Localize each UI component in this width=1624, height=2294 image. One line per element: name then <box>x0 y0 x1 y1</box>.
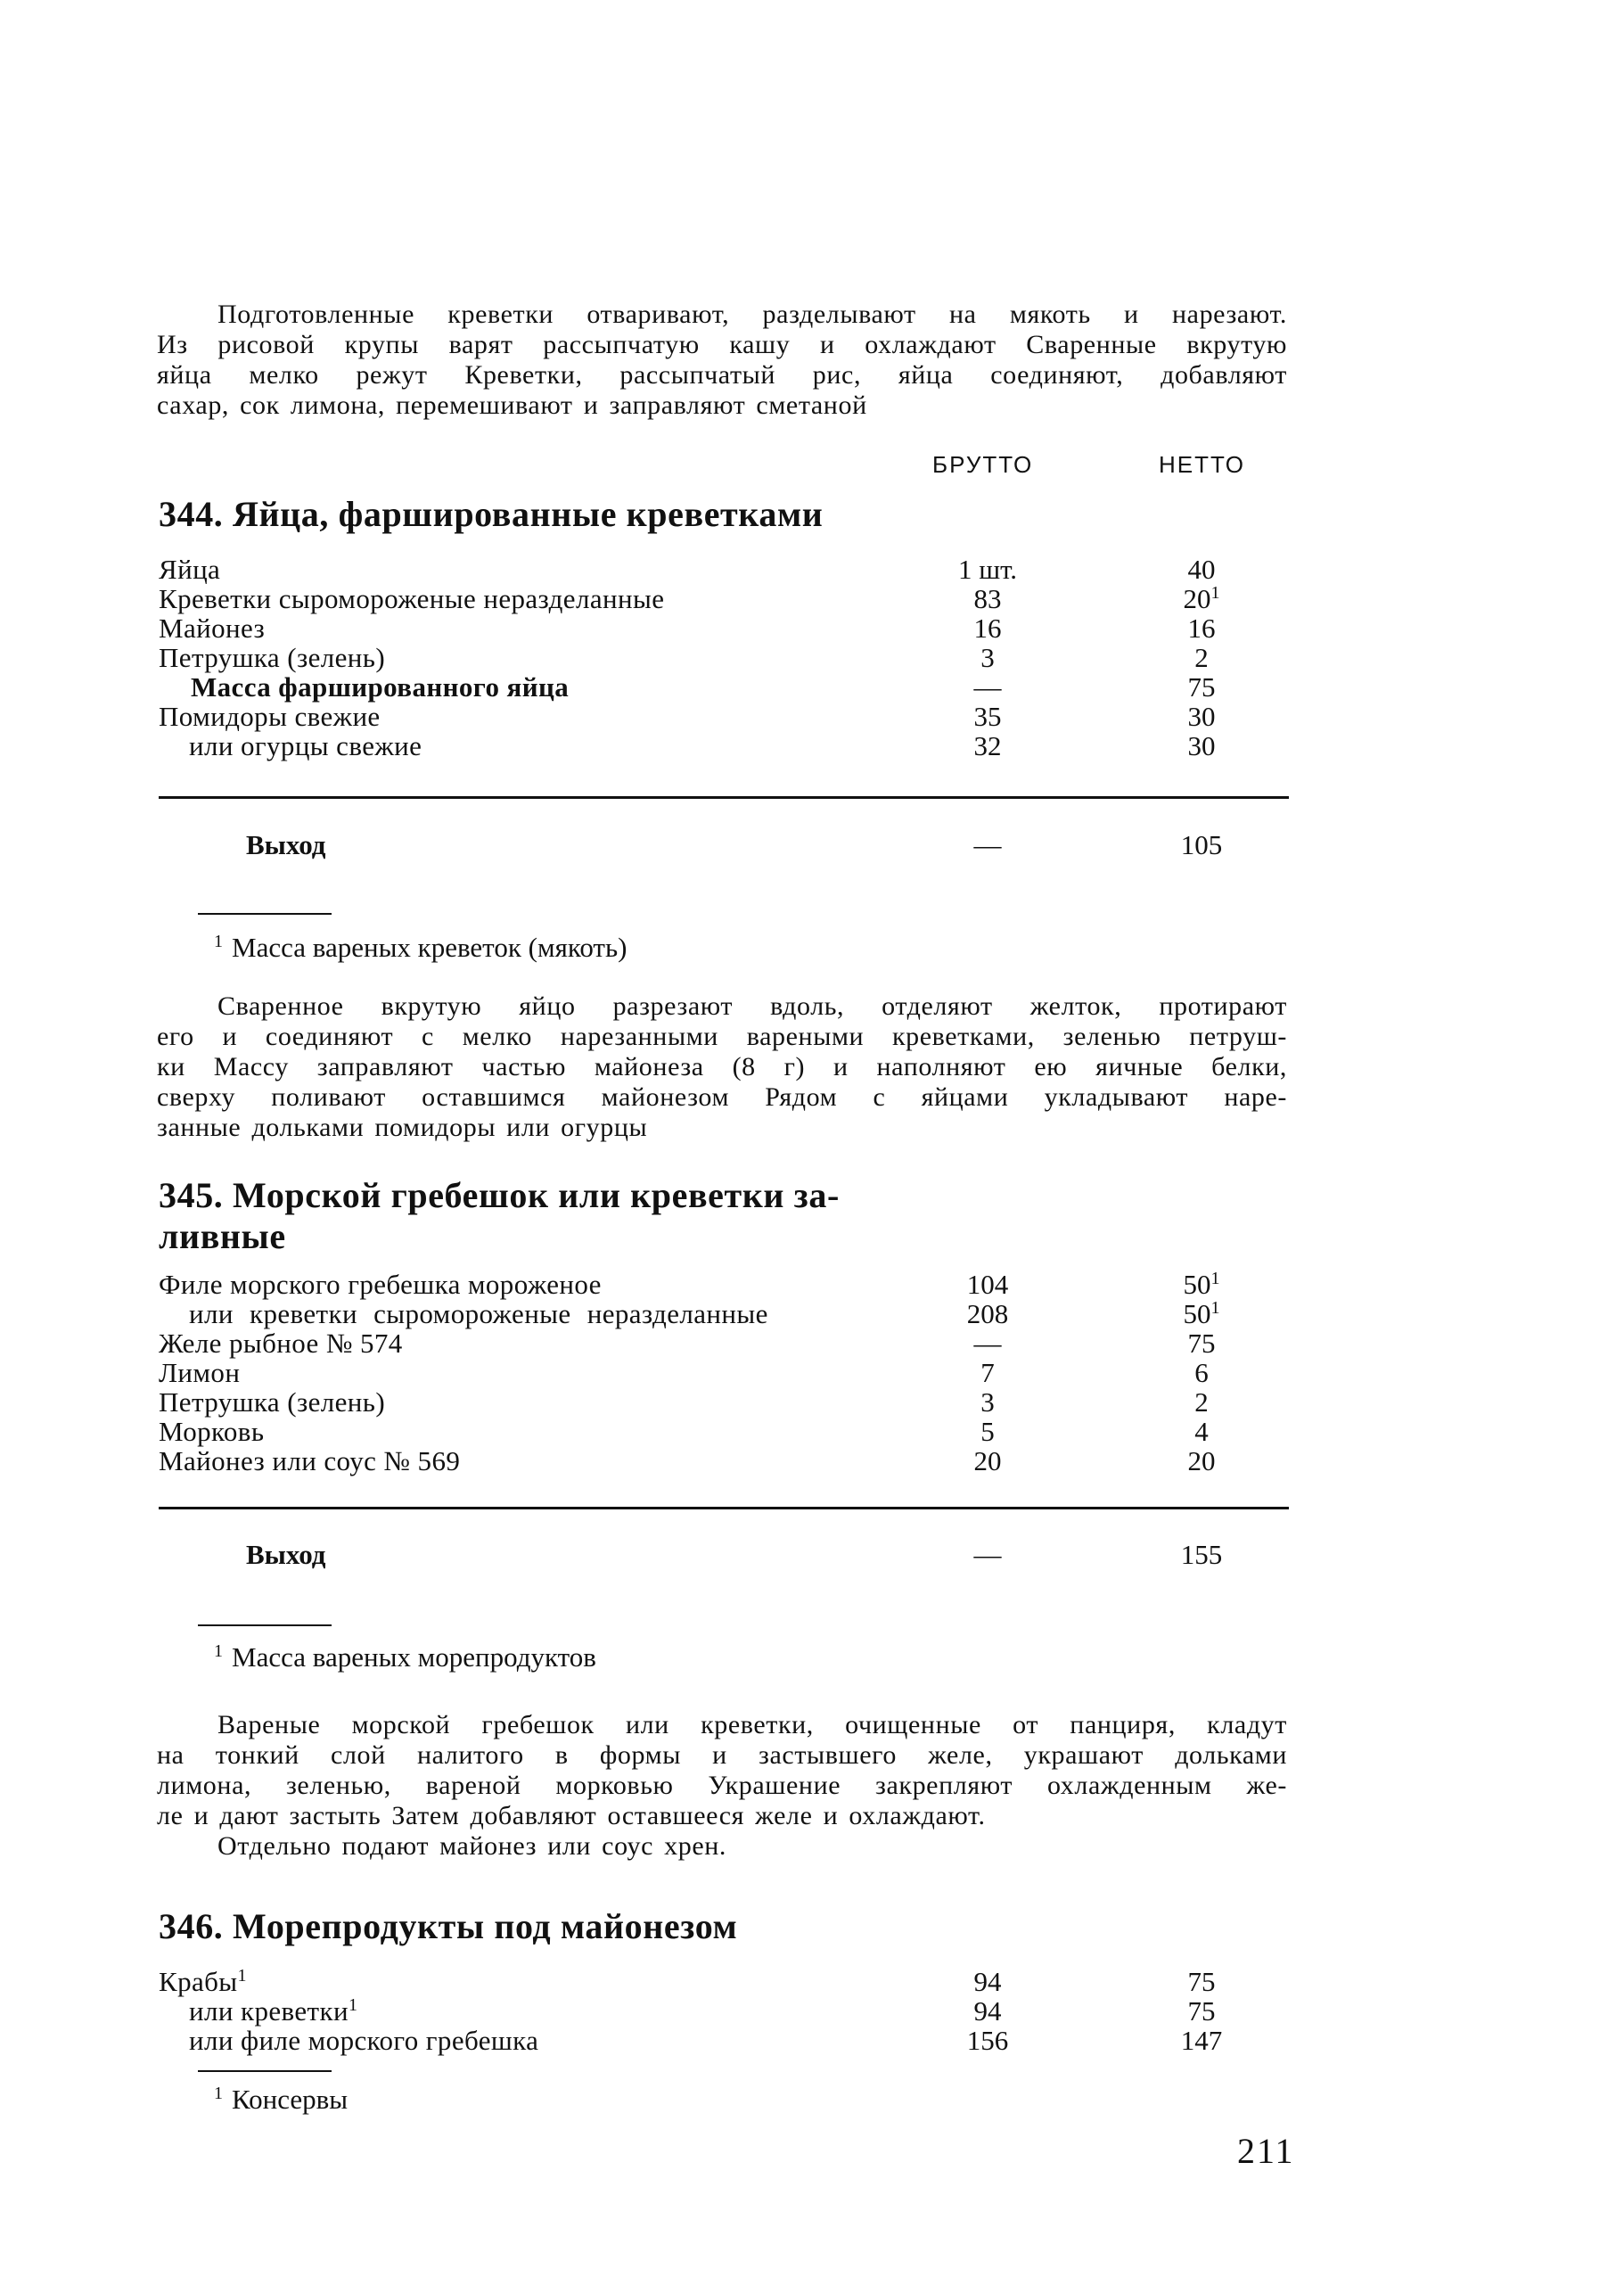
method-line: его и соединяют с мелко нарезанными вареными креветками, зеленью петруш- <box>157 1022 1287 1051</box>
ingredient-row <box>0 672 1624 703</box>
footnote-text: Масса вареных креветок (мякоть) <box>232 932 627 963</box>
ingredient-row <box>0 1446 1624 1476</box>
footnote-marker: 1 <box>214 1641 223 1661</box>
intro-line: яйца мелко режут Креветки, рассыпчатый рис, яйца соединяют, добавляют <box>157 360 1287 390</box>
netto-value: $50^1$ <box>1183 1269 1220 1300</box>
ingredient-name: Петрушка (зелень) <box>159 642 386 673</box>
footnote-marker: 1 <box>348 1995 358 2015</box>
yield-row <box>0 827 1624 863</box>
brutto-value: 3 <box>980 1386 995 1418</box>
brutto-value: 1 шт. <box>957 554 1018 585</box>
ingredient-name: Филе морского гребешка мороженое <box>159 1269 602 1300</box>
ingredient-row <box>0 2026 1624 2056</box>
ingredient-name: Помидоры свежие <box>159 701 381 732</box>
recipe-346-title: 346. Морепродукты под майонезом <box>159 1906 738 1946</box>
ingredient-row <box>0 1417 1624 1447</box>
footnote-marker: 1 <box>214 932 223 951</box>
brutto-value: — <box>973 1328 1002 1359</box>
ingredient-name: Лимон <box>159 1357 241 1388</box>
ingredient-row <box>0 1328 1624 1359</box>
ingredient-row <box>0 702 1624 732</box>
footnote <box>214 2084 348 2115</box>
footnote-rule <box>198 2070 332 2072</box>
ingredient-row <box>0 613 1624 644</box>
netto-value: 2 <box>1194 1386 1209 1418</box>
method-line: занные дольками помидоры или огурцы <box>157 1113 648 1142</box>
brutto-value: 20 <box>973 1445 1002 1476</box>
intro-paragraph <box>157 300 1287 421</box>
ingredient-name: Морковь <box>159 1416 265 1447</box>
netto-value: 30 <box>1187 730 1216 761</box>
brutto-value: 16 <box>973 613 1002 644</box>
footnote <box>214 1642 596 1673</box>
ingredient-name: Масса фаршированного яйца <box>191 671 570 703</box>
intro-line: Подготовленные креветки отваривают, разделывают на мякоть и нарезают. <box>217 300 1287 329</box>
netto-value: 2 <box>1194 642 1209 673</box>
netto-value: 147 <box>1180 2025 1223 2056</box>
brutto-value: 208 <box>966 1298 1009 1329</box>
ingredient-row <box>0 1387 1624 1418</box>
netto-value: 6 <box>1194 1357 1209 1388</box>
ingredient-row <box>0 555 1624 585</box>
brutto-value: 104 <box>966 1269 1009 1300</box>
yield-brutto: — <box>973 1539 1002 1570</box>
brutto-value: 94 <box>973 1966 1002 1997</box>
yield-row <box>0 1537 1624 1573</box>
netto-value: 75 <box>1187 1328 1216 1359</box>
ingredient-row <box>0 1270 1624 1300</box>
ingredient-name: или креветки$^1$ <box>189 1995 358 2027</box>
netto-value: 75 <box>1187 671 1216 703</box>
ingredient-name: Крабы$^1$ <box>159 1966 247 1997</box>
brutto-value: 83 <box>973 583 1002 614</box>
brutto-value: 156 <box>966 2025 1009 2056</box>
method-line: ле и дают застыть Затем добавляют оставшееся желе и охлаждают. <box>157 1801 986 1830</box>
recipe-344-method <box>157 991 1287 1143</box>
footnote-rule <box>198 1624 332 1626</box>
page-number: 211 <box>1237 2131 1295 2171</box>
ingredient-name: Желе рыбное № 574 <box>159 1328 403 1359</box>
column-header-brutto: БРУТТО <box>932 451 1034 478</box>
brutto-value: 5 <box>980 1416 995 1447</box>
ingredient-name: Креветки сыромороженые неразделанные <box>159 583 665 614</box>
footnote-marker: 1 <box>1210 1298 1220 1318</box>
footnote <box>214 933 627 963</box>
recipe-345-method <box>157 1710 1287 1862</box>
netto-value: 4 <box>1194 1416 1209 1447</box>
yield-label: Выход <box>246 829 326 860</box>
method-line: на тонкий слой налитого в формы и застывшего желе, украшают дольками <box>157 1740 1287 1770</box>
method-line: сверху поливают оставшимся майонезом Рядом с яйцами укладывают наре- <box>157 1082 1287 1112</box>
netto-value: 20 <box>1187 1445 1216 1476</box>
brutto-value: 32 <box>973 730 1002 761</box>
ingredient-row <box>0 1358 1624 1388</box>
netto-value: 16 <box>1187 613 1216 644</box>
footnote-text: Масса вареных морепродуктов <box>232 1641 596 1673</box>
footnote-marker: 1 <box>1210 1269 1220 1288</box>
ingredient-row <box>0 643 1624 673</box>
method-line: Вареные морской гребешок или креветки, очищенные от панциря, кладут <box>217 1710 1287 1739</box>
yield-label: Выход <box>246 1539 326 1570</box>
netto-value: 75 <box>1187 1995 1216 2027</box>
ingredient-row <box>0 1967 1624 1997</box>
intro-line: Из рисовой крупы варят рассыпчатую кашу и охлаждают Сваренные вкрутую <box>157 330 1287 359</box>
ingredient-name: или креветки сыромороженые неразделанные <box>189 1298 768 1329</box>
recipe-344-title: 344. Яйца, фаршированные креветками <box>159 494 824 534</box>
footnote-rule <box>198 913 332 915</box>
footnote-marker: 1 <box>237 1966 247 1986</box>
method-line: ки Массу заправляют частью майонеза (8 г) и наполняют ею яичные белки, <box>157 1052 1287 1081</box>
brutto-value: 3 <box>980 642 995 673</box>
brutto-value: — <box>973 671 1002 703</box>
yield-netto: 155 <box>1180 1539 1223 1570</box>
yield-netto: 105 <box>1180 829 1223 860</box>
method-line: Сваренное вкрутую яйцо разрезают вдоль, отделяют желток, протирают <box>217 991 1287 1021</box>
ingredient-name: Петрушка (зелень) <box>159 1386 386 1418</box>
brutto-value: 7 <box>980 1357 995 1388</box>
ingredient-row <box>0 584 1624 614</box>
title-line: ливные <box>159 1216 286 1256</box>
yield-brutto: — <box>973 829 1002 860</box>
column-header-netto: НЕТТО <box>1159 451 1245 478</box>
ingredient-name: Майонез <box>159 613 266 644</box>
netto-value: $50^1$ <box>1183 1298 1220 1329</box>
ingredient-name: Яйца <box>159 554 221 585</box>
ingredient-name: или филе морского гребешка <box>189 2025 539 2056</box>
netto-value: 75 <box>1187 1966 1216 1997</box>
method-line: Отдельно подают майонез или соус хрен. <box>217 1831 727 1861</box>
netto-value: 40 <box>1187 554 1216 585</box>
ingredient-row <box>0 1996 1624 2027</box>
title-line: 345. Морской гребешок или креветки за- <box>159 1175 840 1215</box>
table-rule <box>159 1507 1289 1509</box>
ingredient-row <box>0 731 1624 761</box>
brutto-value: 94 <box>973 1995 1002 2027</box>
footnote-text: Консервы <box>232 2084 349 2115</box>
table-rule <box>159 796 1289 799</box>
recipe-345-title <box>159 1175 840 1257</box>
ingredient-name: или огурцы свежие <box>189 730 422 761</box>
netto-value: 30 <box>1187 701 1216 732</box>
netto-value: $20^1$ <box>1183 583 1220 614</box>
ingredient-name: Майонез или соус № 569 <box>159 1445 461 1476</box>
footnote-marker: 1 <box>1210 583 1220 603</box>
brutto-value: 35 <box>973 701 1002 732</box>
ingredient-row <box>0 1299 1624 1329</box>
method-line: лимона, зеленью, вареной морковью Украшение закрепляют охлажденным же- <box>157 1771 1287 1800</box>
footnote-marker: 1 <box>214 2084 223 2103</box>
intro-line: сахар, сок лимона, перемешивают и заправляют сметаной <box>157 391 867 420</box>
